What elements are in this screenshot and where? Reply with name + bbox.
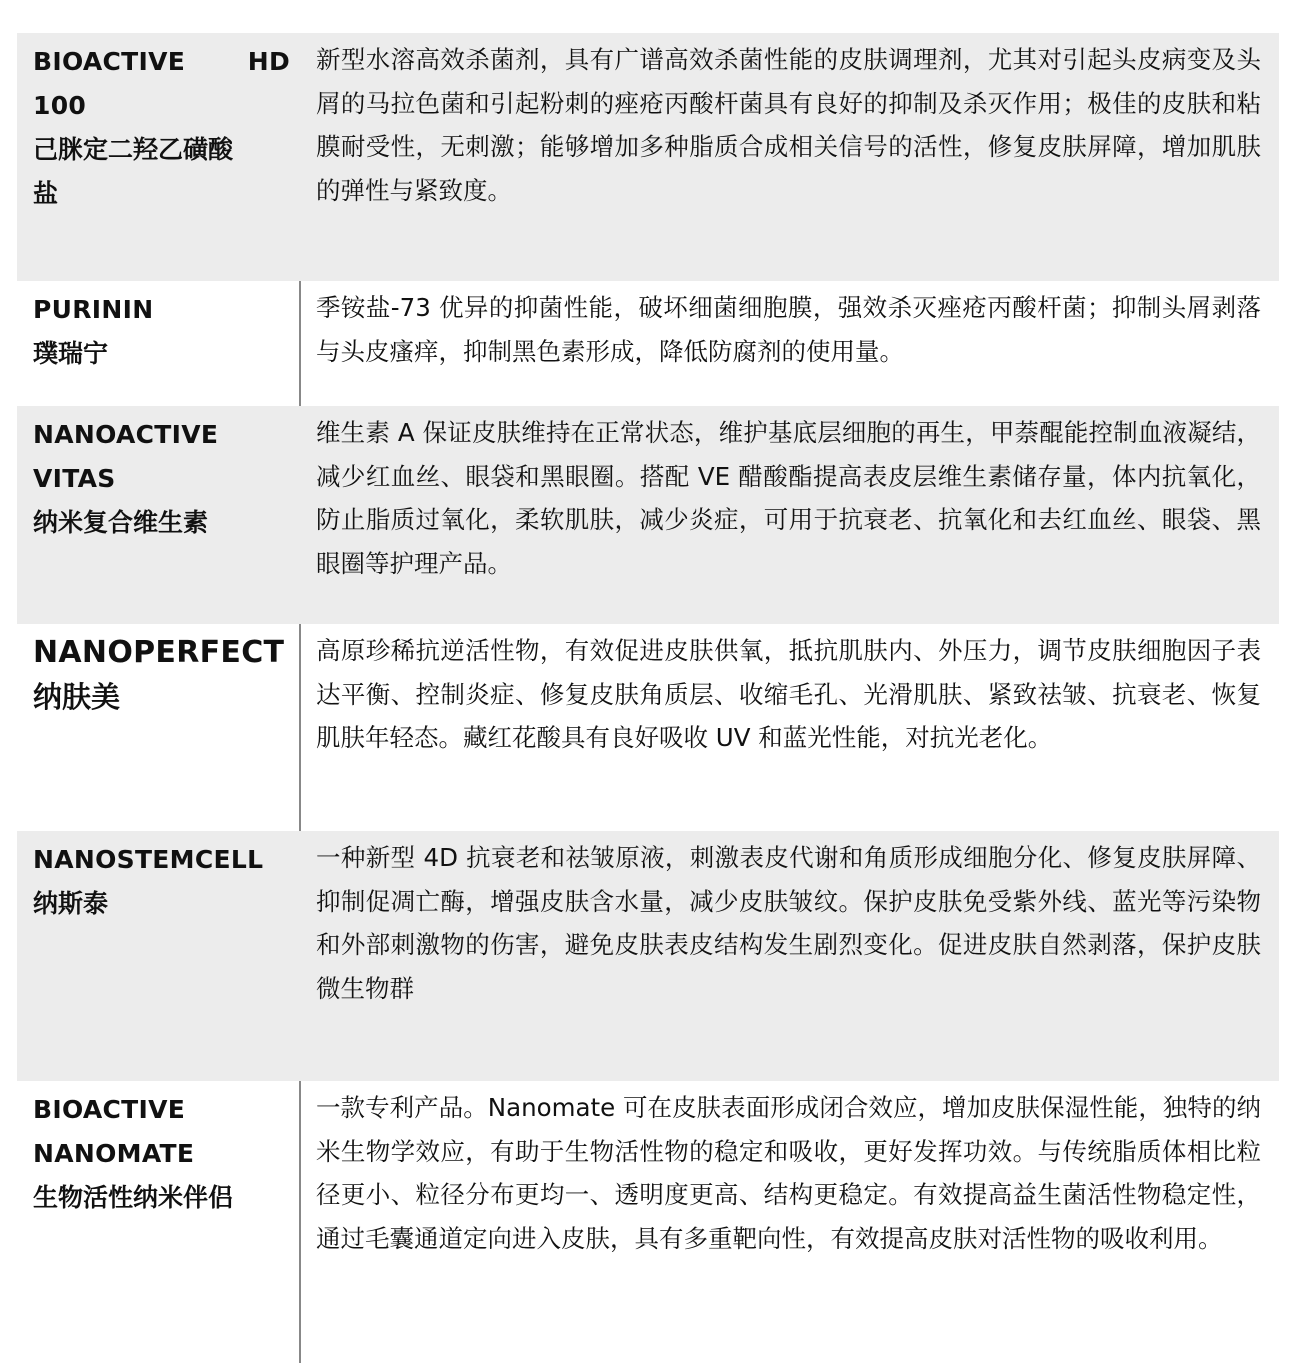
ingredient-description: 一款专利产品。Nanomate 可在皮肤表面形成闭合效应，增加皮肤保湿性能，独特的纳米生物学效应，有助于生物活性物的稳定和吸收，更好发挥功效。与传统脂质体相比粒径更小、粒径分布更均一、透明度更高、结构更稳定。有效提高益生菌活性物稳定性，通过毛囊通道定向进入皮肤，具有多重靶向性，有效提高皮肤对活性物的吸收利用。 (316, 1093, 1261, 1253)
table-row (17, 406, 1279, 624)
table-row (17, 33, 1279, 281)
ingredient-name-cn: 纳米复合维生素 (33, 508, 209, 537)
ingredient-description-cell (300, 281, 1279, 406)
ingredient-name-en: NANOACTIVE (33, 420, 219, 449)
ingredient-description-cell (300, 33, 1279, 281)
ingredient-description: 一种新型 4D 抗衰老和祛皱原液，刺激表皮代谢和角质形成细胞分化、修复皮肤屏障、抑制促凋亡酶，增强皮肤含水量，减少皮肤皱纹。保护皮肤免受紫外线、蓝光等污染物和外部刺激物的伤害，避免皮肤表皮结构发生剧烈变化。促进皮肤自然剥落，保护皮肤微生物群 (316, 843, 1261, 1003)
ingredient-name-cell (17, 624, 300, 831)
ingredient-name-cn: 纳肤美 (33, 680, 121, 714)
table-row (17, 281, 1279, 406)
ingredient-name-en: NANOPERFECT (33, 635, 285, 670)
ingredient-name-en: NANOSTEMCELL (33, 845, 264, 874)
table-row (17, 831, 1279, 1081)
ingredient-name-cn-line2: 盐 (33, 179, 59, 208)
ingredient-name-cn: 纳斯泰 (33, 889, 109, 918)
ingredient-description: 新型水溶高效杀菌剂，具有广谱高效杀菌性能的皮肤调理剂，尤其对引起头皮病变及头屑的马拉色菌和引起粉刺的痤疮丙酸杆菌具有良好的抑制及杀灭作用；极佳的皮肤和粘膜耐受性，无刺激；能够增加多种脂质合成相关信号的活性，修复皮肤屏障，增加肌肤的弹性与紧致度。 (316, 45, 1261, 205)
ingredient-name-cell (17, 406, 300, 624)
ingredient-description-cell (300, 624, 1279, 831)
table-row (17, 624, 1279, 831)
ingredient-name-en-line2: 100 (33, 91, 87, 120)
ingredient-name-cell (17, 1081, 300, 1363)
ingredient-name-en: BIOACTIVE (33, 1095, 186, 1124)
ingredient-table (17, 33, 1279, 1363)
table-row (17, 1081, 1279, 1363)
ingredient-name-cn: 璞瑞宁 (33, 339, 109, 368)
ingredient-name-cell (17, 33, 300, 281)
ingredient-description: 季铵盐-73 优异的抑菌性能，破坏细菌细胞膜，强效杀灭痤疮丙酸杆菌；抑制头屑剥落与头皮瘙痒，抑制黑色素形成，降低防腐剂的使用量。 (316, 293, 1261, 366)
ingredient-name-en: PURININ (33, 295, 154, 324)
ingredient-name-en-line2: NANOMATE (33, 1139, 195, 1168)
ingredient-description-cell (300, 406, 1279, 624)
ingredient-name-en-line2: VITAS (33, 464, 116, 493)
ingredient-name-cell (17, 281, 300, 406)
ingredient-name-cell (17, 831, 300, 1081)
ingredient-description: 维生素 A 保证皮肤维持在正常状态，维护基底层细胞的再生，甲萘醌能控制血液凝结，减少红血丝、眼袋和黑眼圈。搭配 VE 醋酸酯提高表皮层维生素储存量，体内抗氧化，防止脂质过氧化，柔软肌肤，减少炎症，可用于抗衰老、抗氧化和去红血丝、眼袋、黑眼圈等护理产品。 (316, 418, 1261, 578)
ingredient-name-cn: 生物活性纳米伴侣 (33, 1183, 234, 1212)
ingredient-name-cn: 己脒定二羟乙磺酸 (33, 135, 234, 164)
ingredient-description-cell (300, 831, 1279, 1081)
ingredient-description-cell (300, 1081, 1279, 1363)
ingredient-description: 高原珍稀抗逆活性物，有效促进皮肤供氧，抵抗肌肤内、外压力，调节皮肤细胞因子表达平衡、控制炎症、修复皮肤角质层、收缩毛孔、光滑肌肤、紧致祛皱、抗衰老、恢复肌肤年轻态。藏红花酸具有良好吸收 UV 和蓝光性能，对抗光老化。 (316, 636, 1261, 753)
ingredient-name-en: BIOACTIVE HD (33, 47, 290, 76)
